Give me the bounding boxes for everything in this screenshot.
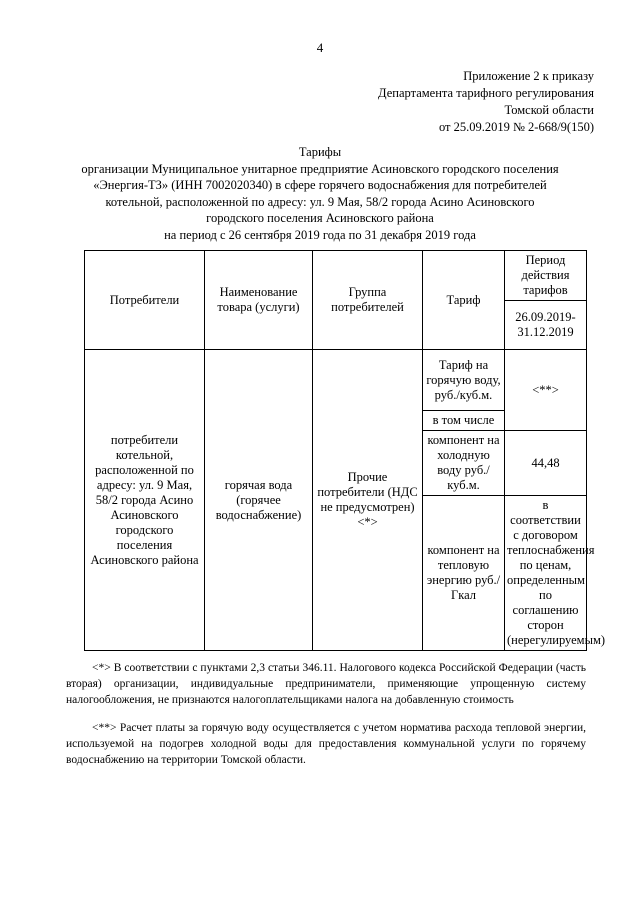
appendix-header (294, 68, 594, 136)
appendix-order-line: от 25.09.2019 № 2-668/9(150) (438, 120, 594, 134)
page-number: 4 (316, 40, 324, 55)
title-line: городского поселения Асиновского района (206, 211, 434, 225)
header-group: Группа потребителей (313, 251, 423, 350)
appendix-line: Томской области (504, 103, 594, 117)
header-product: Наименование товара (услуги) (205, 251, 313, 350)
cell-cold-water-component: компонент на холодную воду руб./куб.м. (423, 431, 505, 496)
title-line: котельной, расположенной по адресу: ул. 9 Мая, 58/2 города Асино Асиновского (105, 194, 535, 209)
cell-value-heat: в соответствии с договором теплоснабжения по ценам, определенным по соглашению сторон (нерегулируемым) (505, 496, 587, 651)
table-header-row (85, 251, 587, 301)
table-row (85, 350, 587, 411)
tariff-table (84, 250, 606, 651)
title-line: «Энергия-ТЗ» (ИНН 7002020340) в сфере горячего водоснабжения для потребителей (93, 178, 547, 192)
cell-value-cold-water: 44,48 (505, 431, 587, 496)
header-tariff: Тариф (423, 251, 505, 350)
title-line: организации Муниципальное унитарное предприятие Асиновского городского поселения (81, 161, 559, 176)
cell-group: Прочие потребители (НДС не предусмотрен) <*> (313, 350, 423, 651)
appendix-line: Приложение 2 к приказу (463, 69, 594, 83)
cell-including: в том числе (423, 411, 505, 431)
footnote-vat: <*> В соответствии с пунктами 2,3 статьи 346.11. Налогового кодекса Российской Федерации (часть вторая) организации, индивидуальные предприниматели, применяющие упрощенную систему налогообложения, не признаются налогоплательщиками налога на добавленную стоимость (66, 662, 586, 706)
header-period-dates: 26.09.2019-31.12.2019 (505, 301, 587, 350)
document-title (80, 144, 560, 243)
cell-tariff-hot-water: Тариф на горячую воду, руб./куб.м. (423, 350, 505, 411)
cell-heat-component: компонент на тепловую энергию руб./Гкал (423, 496, 505, 651)
header-period: Период действия тарифов (505, 251, 587, 301)
footnote-hot-water-calc: <**> Расчет платы за горячую воду осуществляется с учетом норматива расхода тепловой энергии, используемой на подогрев холодной воды для предоставления коммунальной услуги по горячему водоснабжению на территории Томской области. (66, 722, 586, 766)
title-heading: Тарифы (298, 145, 342, 159)
cell-value-hot-water: <**> (505, 350, 587, 431)
cell-consumers: потребители котельной, расположенной по адресу: ул. 9 Мая, 58/2 города Асино Асиновского городского поселения Асиновского района (85, 350, 205, 651)
title-period-line: на период с 26 сентября 2019 года по 31 декабря 2019 года (164, 227, 476, 242)
footnotes (66, 660, 586, 780)
appendix-line: Департамента тарифного регулирования (378, 86, 594, 100)
header-consumers: Потребители (85, 251, 205, 350)
cell-product: горячая вода (горячее водоснабжение) (205, 350, 313, 651)
